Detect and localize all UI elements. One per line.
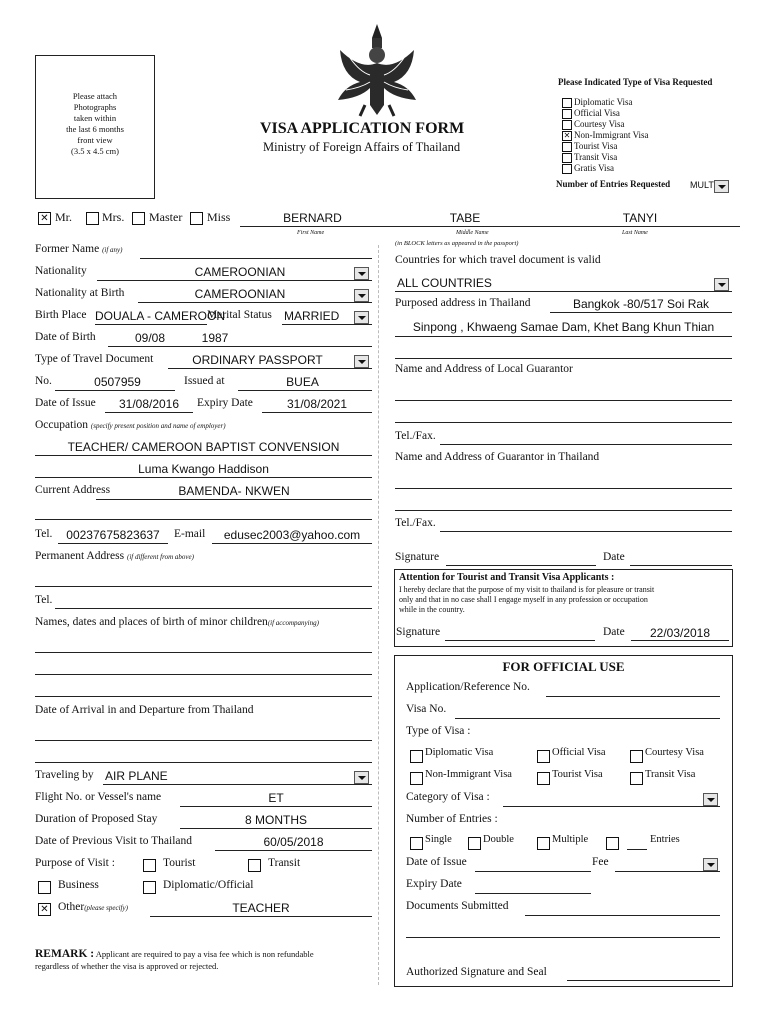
expiry-label: Expiry Date xyxy=(197,397,253,409)
perm-address-label: Permanent Address (if different from above) xyxy=(35,550,194,562)
issued-at-label: Issued at xyxy=(184,375,225,387)
photo-box[interactable] xyxy=(35,55,155,199)
official-type-label: Transit Visa xyxy=(645,769,696,780)
marital-dropdown-icon[interactable] xyxy=(354,311,369,324)
purpose-other-label: Other(please specify) xyxy=(58,901,128,913)
occupation-field-2[interactable]: Luma Kwango Haddison xyxy=(138,462,269,476)
visa-type-label: Tourist Visa xyxy=(574,141,618,151)
dob-year-field[interactable]: 1987 xyxy=(201,331,229,345)
tel-label: Tel. xyxy=(35,528,53,540)
former-name-label: Former Name (if any) xyxy=(35,243,123,255)
visa-type-checkbox[interactable] xyxy=(562,98,572,108)
purpose-transit-checkbox[interactable] xyxy=(248,859,261,872)
entry-single-label: Single xyxy=(425,834,452,845)
travel-doc-dropdown-icon[interactable] xyxy=(354,355,369,368)
entry-count-label: Entries xyxy=(650,834,680,845)
visa-no-field[interactable] xyxy=(455,718,720,719)
tel-field[interactable]: 00237675823637 xyxy=(66,528,160,542)
tel2-label: Tel. xyxy=(35,594,53,606)
purpose-business-checkbox[interactable] xyxy=(38,881,51,894)
auth-signature-field[interactable] xyxy=(567,980,720,981)
official-type-label: Official Visa xyxy=(552,747,606,758)
visa-type-checkbox[interactable]: ✕ xyxy=(563,131,571,140)
official-use-box xyxy=(394,655,733,987)
purpose-tourist-label: Tourist xyxy=(163,857,196,869)
perm-address-field[interactable] xyxy=(35,586,372,587)
flight-label: Flight No. or Vessel's name xyxy=(35,791,162,803)
occupation-label: Occupation (specify present position and name of employer) xyxy=(35,419,226,431)
attention-text: I hereby declare that the purpose of my visit to thailand is for pleasure or transit only and that in no case shall I engage myself in any profession or occupation while in the country. xyxy=(399,585,655,614)
visa-type-checkbox[interactable] xyxy=(562,153,572,163)
visa-type-label: Transit Visa xyxy=(574,152,618,162)
entries-dropdown-icon[interactable] xyxy=(714,180,729,193)
app-ref-label: Application/Reference No. xyxy=(406,681,530,693)
title-mrs-label: Mrs. xyxy=(102,210,125,224)
visa-type-label: Gratis Visa xyxy=(574,163,615,173)
middle-name-field[interactable]: TABE xyxy=(449,211,481,225)
title-miss-checkbox[interactable] xyxy=(190,212,203,225)
remark: REMARK : Applicant are required to pay a visa fee which is non refundable regardless of whether the visa is approved or rejected. xyxy=(35,948,314,971)
last-name-label: Last Name xyxy=(622,230,648,236)
title-mrs-checkbox[interactable] xyxy=(86,212,99,225)
entry-single-checkbox[interactable] xyxy=(410,837,423,850)
purposed-address-field-1[interactable]: Bangkok -80/517 Soi Rak xyxy=(572,297,710,311)
visa-type-checkbox[interactable] xyxy=(562,109,572,119)
first-name-field[interactable]: BERNARD xyxy=(283,211,342,225)
tel-fax-1-field[interactable] xyxy=(440,444,732,445)
fee-dropdown-icon[interactable] xyxy=(703,858,718,871)
official-use-title: FOR OFFICIAL USE xyxy=(502,659,625,674)
auth-signature-label: Authorized Signature and Seal xyxy=(406,966,547,978)
last-name-field[interactable]: TANYI xyxy=(622,211,658,225)
passport-no-field[interactable]: 0507959 xyxy=(94,375,141,389)
purposed-address-label: Purposed address in Thailand xyxy=(395,297,531,309)
countries-label: Countries for which travel document is valid xyxy=(395,254,601,266)
official-expiry-field[interactable] xyxy=(475,893,591,894)
guarantor-th-label: Name and Address of Guarantor in Thailand xyxy=(395,451,600,463)
nationality-field[interactable]: CAMEROONIAN xyxy=(194,265,286,279)
official-expiry-label: Expiry Date xyxy=(406,878,462,890)
email-label: E-mail xyxy=(174,528,206,540)
birth-place-field[interactable]: DOUALA - CAMEROON xyxy=(95,309,226,323)
official-doi-field[interactable] xyxy=(475,871,591,872)
issued-at-field[interactable]: BUEA xyxy=(286,375,319,389)
num-entries-label: Number of Entries : xyxy=(406,813,498,825)
doi-field[interactable]: 31/08/2016 xyxy=(118,397,180,411)
arrival-label: Date of Arrival in and Departure from Thailand xyxy=(35,704,254,716)
address-label: Current Address xyxy=(35,484,111,496)
tel-fax-1-label: Tel./Fax. xyxy=(395,430,436,442)
doi-label: Date of Issue xyxy=(35,397,96,409)
date2-label: Date xyxy=(603,626,625,638)
title-mr-checkbox[interactable]: ✕ xyxy=(38,212,51,225)
fee-label: Fee xyxy=(592,856,609,868)
form-title: VISA APPLICATION FORM xyxy=(260,120,465,137)
title-master-checkbox[interactable] xyxy=(132,212,145,225)
duration-label: Duration of Proposed Stay xyxy=(35,813,158,825)
visa-type-label: Official Visa xyxy=(574,108,620,118)
visa-type-checkbox[interactable] xyxy=(562,142,572,152)
official-type-label: Non-Immigrant Visa xyxy=(425,769,512,780)
official-type-checkbox[interactable] xyxy=(630,772,643,785)
official-type-checkbox[interactable] xyxy=(630,750,643,763)
entries-label: Number of Entries Requested xyxy=(556,179,671,189)
nat-birth-label: Nationality at Birth xyxy=(35,287,125,299)
occupation-field-1[interactable]: TEACHER/ CAMEROON BAPTIST CONVENSION xyxy=(67,440,340,454)
visa-no-label: Visa No. xyxy=(406,703,447,715)
purpose-other-checkbox[interactable]: ✕ xyxy=(38,903,51,916)
attention-box xyxy=(394,569,733,647)
traveling-label: Traveling by xyxy=(35,769,94,781)
official-type-checkbox[interactable] xyxy=(410,772,423,785)
travel-doc-label: Type of Travel Document xyxy=(35,353,154,365)
entry-double-checkbox[interactable] xyxy=(468,837,481,850)
category-dropdown-icon[interactable] xyxy=(703,793,718,806)
purpose-label: Purpose of Visit : xyxy=(35,857,115,869)
tel2-field[interactable] xyxy=(55,608,372,609)
visa-type-checkbox[interactable] xyxy=(562,164,572,174)
nationality-dropdown-icon[interactable] xyxy=(354,267,369,280)
visa-type-header: Please Indicated Type of Visa Requested xyxy=(558,77,713,87)
marital-field[interactable]: MARRIED xyxy=(284,309,340,323)
purpose-diplomatic-checkbox[interactable] xyxy=(143,881,156,894)
middle-name-label: Middle Name xyxy=(456,230,489,236)
type-of-visa-label: Type of Visa : xyxy=(406,725,471,737)
purposed-address-field-2[interactable]: Sinpong , Khwaeng Samae Dam, Khet Bang Khun Thian xyxy=(412,320,715,334)
travel-doc-field[interactable]: ORDINARY PASSPORT xyxy=(192,353,323,367)
official-type-checkbox[interactable] xyxy=(537,772,550,785)
title-miss-label: Miss xyxy=(207,210,231,224)
entry-multiple-checkbox[interactable] xyxy=(537,837,550,850)
ministry-name: Ministry of Foreign Affairs of Thailand xyxy=(263,140,461,154)
countries-dropdown-icon[interactable] xyxy=(714,278,729,291)
entry-multiple-label: Multiple xyxy=(552,834,589,845)
minor-children-label: Names, dates and places of birth of minor children(if accompanying) xyxy=(35,616,319,628)
marital-label: Marital Status xyxy=(207,309,272,321)
visa-type-label: Diplomatic Visa xyxy=(574,97,633,107)
photo-note: Please attach Photographs taken within the last 6 months front view (3.5 x 4.5 cm) xyxy=(66,91,124,156)
official-type-label: Tourist Visa xyxy=(552,769,603,780)
tel-fax-2-label: Tel./Fax. xyxy=(395,517,436,529)
birth-place-label: Birth Place xyxy=(35,309,87,321)
title-master-label: Master xyxy=(149,210,183,224)
entries-select[interactable]: MULT xyxy=(690,180,714,190)
attention-title: Attention for Tourist and Transit Visa Applicants : xyxy=(399,572,615,583)
email-field[interactable]: edusec2003@yahoo.com xyxy=(223,528,361,542)
fee-field[interactable] xyxy=(615,871,720,872)
official-type-checkbox[interactable] xyxy=(537,750,550,763)
prev-visit-label: Date of Previous Visit to Thailand xyxy=(35,835,192,847)
date2-field[interactable]: 22/03/2018 xyxy=(649,626,711,640)
date-label: Date xyxy=(603,551,625,563)
passport-no-label: No. xyxy=(35,375,52,387)
countries-field[interactable]: ALL COUNTRIES xyxy=(397,276,492,290)
entry-count-checkbox[interactable] xyxy=(606,837,619,850)
docs-field[interactable] xyxy=(525,915,720,916)
signature2-label: Signature xyxy=(396,626,441,638)
entry-count-field[interactable] xyxy=(627,849,647,850)
dob-daymonth-field[interactable]: 09/08 xyxy=(134,331,166,345)
official-type-label: Diplomatic Visa xyxy=(425,747,494,758)
official-type-label: Courtesy Visa xyxy=(645,747,704,758)
signature2-field[interactable] xyxy=(445,640,595,641)
address-field[interactable]: BAMENDA- NKWEN xyxy=(178,484,290,498)
garuda-emblem-icon xyxy=(330,20,425,120)
visa-type-label: Courtesy Visa xyxy=(574,119,625,129)
purpose-tourist-checkbox[interactable] xyxy=(143,859,156,872)
nationality-label: Nationality xyxy=(35,265,87,277)
local-guarantor-label: Name and Address of Local Guarantor xyxy=(395,363,573,375)
official-doi-label: Date of Issue xyxy=(406,856,467,868)
signature-field[interactable] xyxy=(446,565,596,566)
prev-visit-field[interactable]: 60/05/2018 xyxy=(263,835,324,849)
duration-field[interactable]: 8 MONTHS xyxy=(244,813,307,827)
purpose-business-label: Business xyxy=(58,879,99,891)
visa-type-checkbox[interactable] xyxy=(562,120,572,130)
purpose-diplomatic-label: Diplomatic/Official xyxy=(163,879,254,891)
tel-fax-2-field[interactable] xyxy=(440,531,732,532)
expiry-field[interactable]: 31/08/2021 xyxy=(286,397,348,411)
category-label: Category of Visa : xyxy=(406,791,490,803)
nat-birth-field[interactable]: CAMEROONIAN xyxy=(194,287,286,301)
docs-label: Documents Submitted xyxy=(406,900,509,912)
purpose-other-field[interactable]: TEACHER xyxy=(232,901,290,915)
purpose-transit-label: Transit xyxy=(268,857,301,869)
title-mr-label: Mr. xyxy=(55,210,73,224)
flight-field[interactable]: ET xyxy=(268,791,284,805)
nat-birth-dropdown-icon[interactable] xyxy=(354,289,369,302)
first-name-label: First Name xyxy=(297,230,325,236)
block-letters-note: (in BLOCK letters as appeared in the passport) xyxy=(395,240,519,247)
traveling-dropdown-icon[interactable] xyxy=(354,771,369,784)
date-field[interactable] xyxy=(630,565,732,566)
signature-label: Signature xyxy=(395,551,440,563)
former-name-field[interactable] xyxy=(140,258,372,259)
visa-type-label: Non-Immigrant Visa xyxy=(574,130,649,140)
app-ref-field[interactable] xyxy=(546,696,720,697)
entry-double-label: Double xyxy=(483,834,514,845)
official-type-checkbox[interactable] xyxy=(410,750,423,763)
dob-label: Date of Birth xyxy=(35,331,96,343)
category-field[interactable] xyxy=(503,806,720,807)
traveling-field[interactable]: AIR PLANE xyxy=(105,769,168,783)
